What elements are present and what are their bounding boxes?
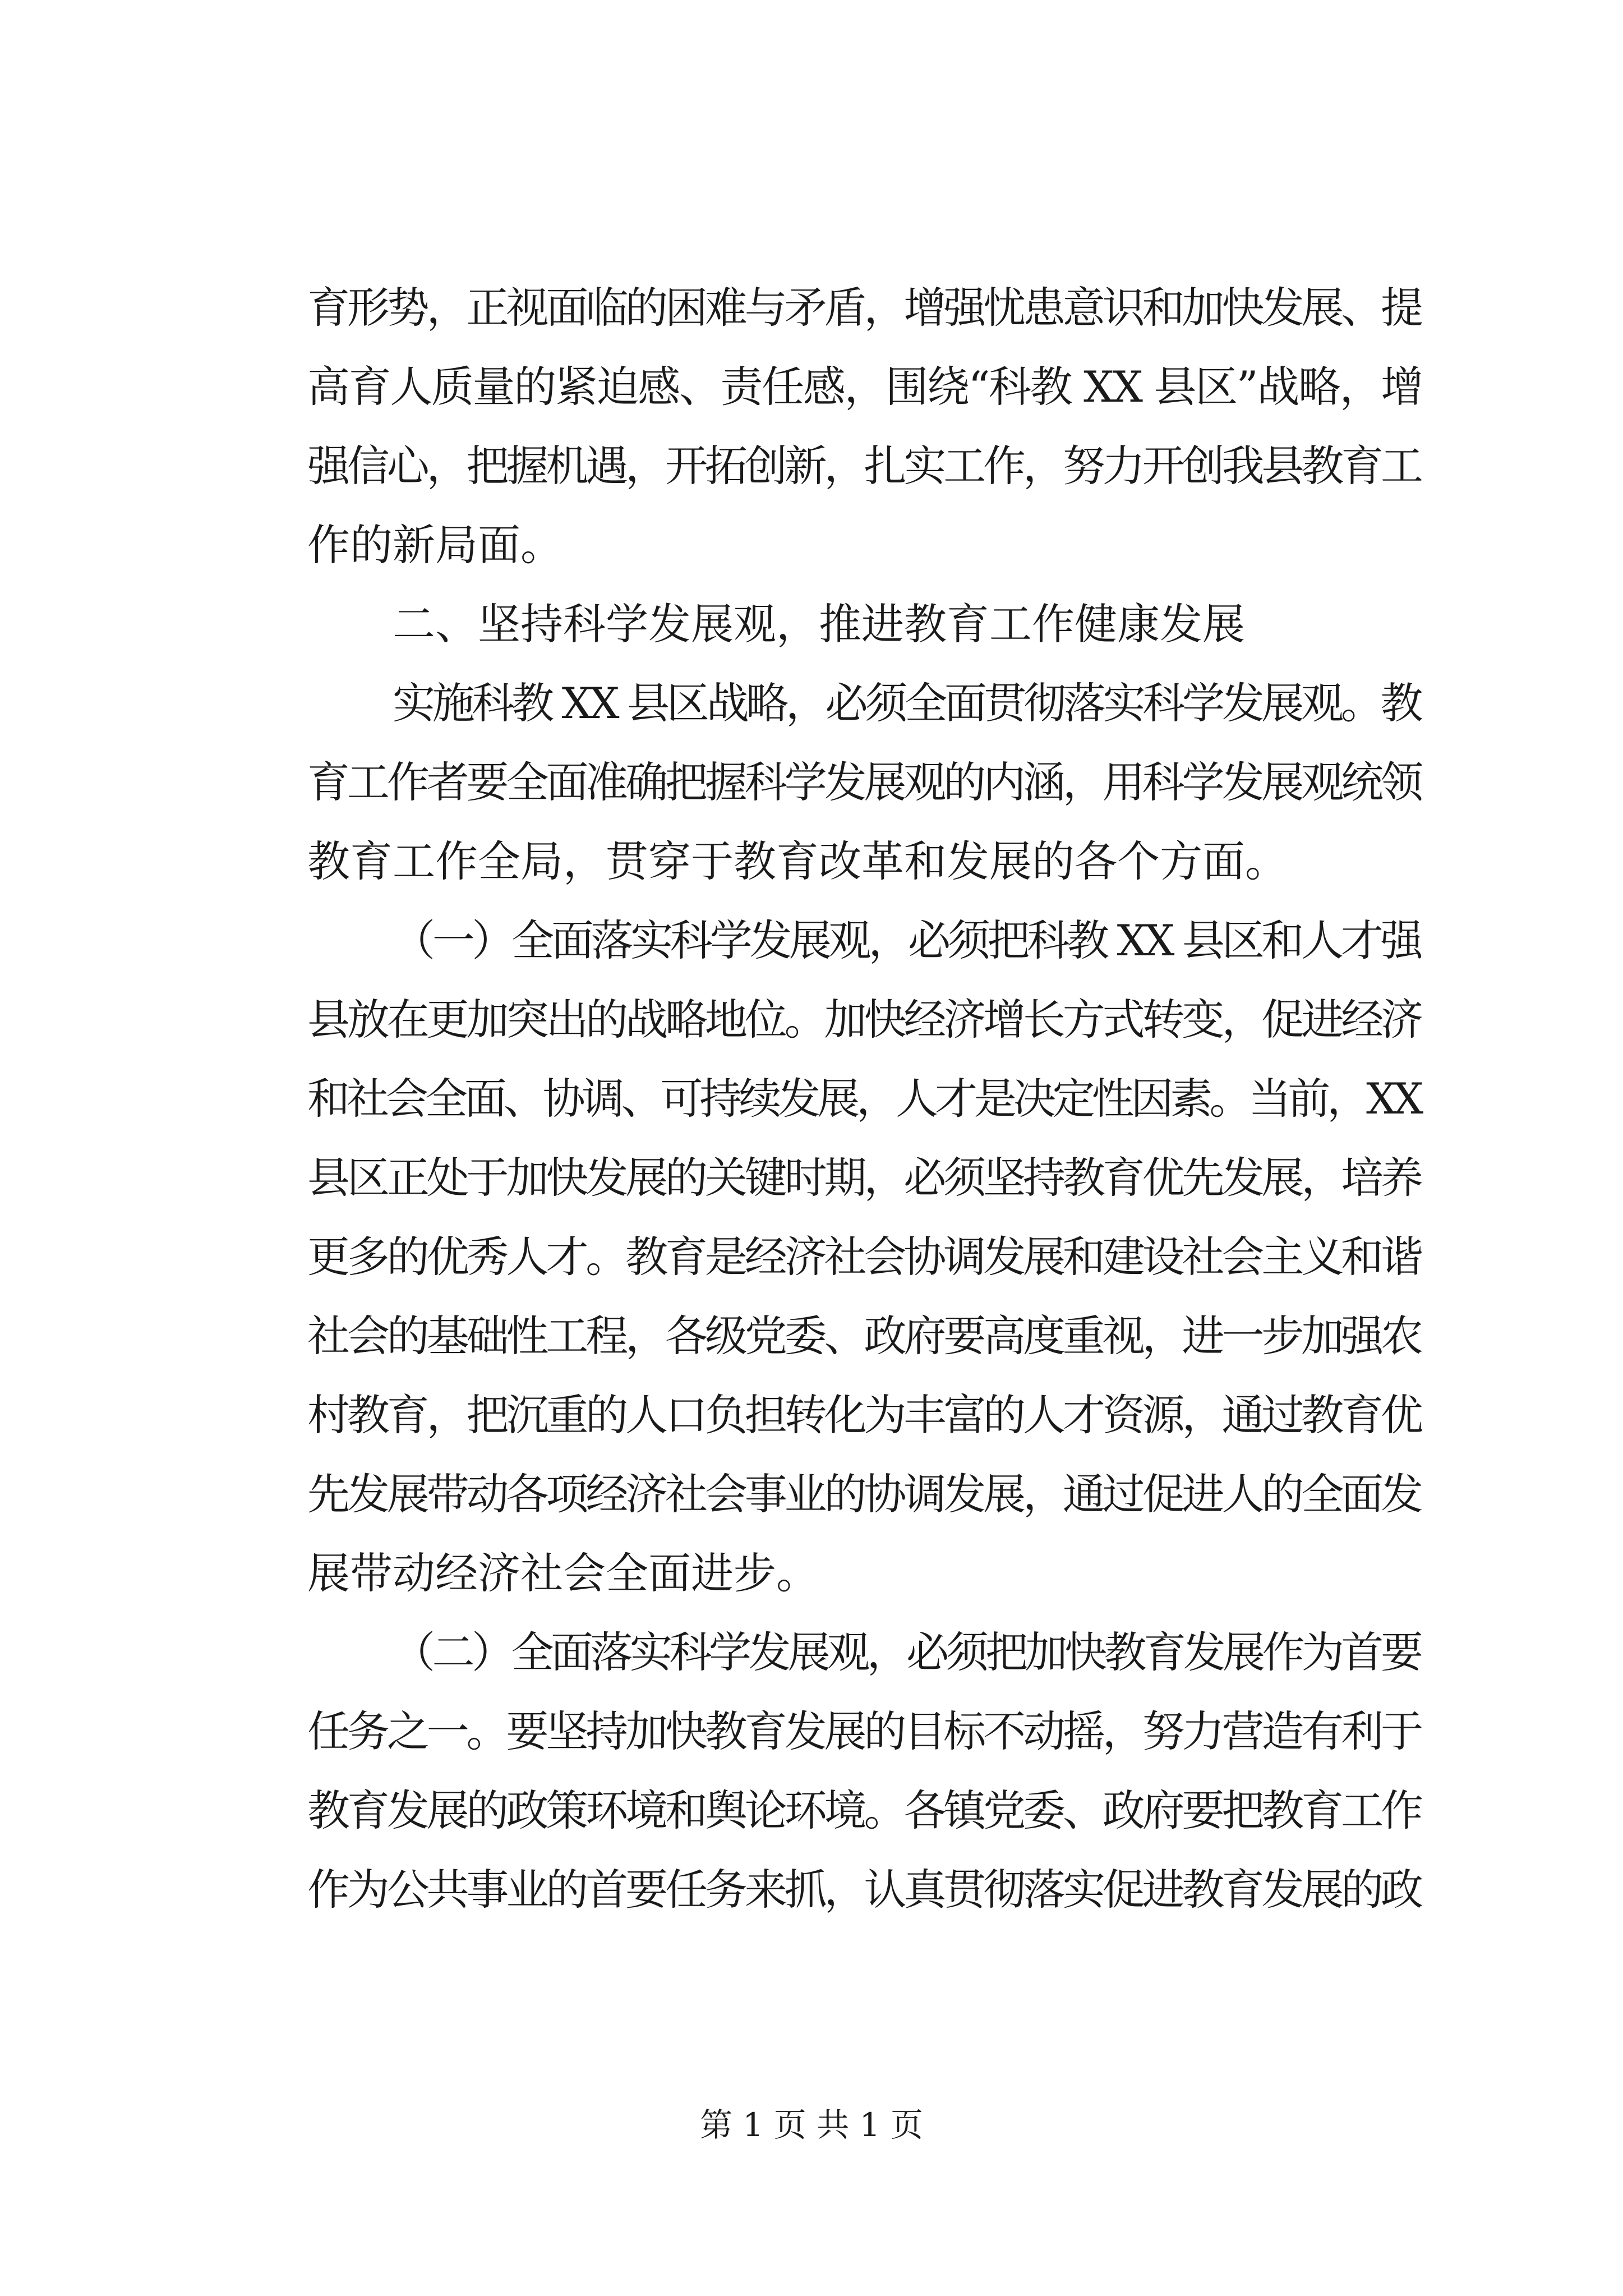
text-line: 实施科教 XX 县区战略，必须全面贯彻落实科学发展观。教 — [393, 678, 1421, 728]
text-line: （一）全面落实科学发展观，必须把科教 XX 县区和人才强 — [393, 915, 1421, 965]
text-line: 教育发展的政策环境和舆论环境。各镇党委、政府要把教育工作 — [307, 1786, 1421, 1835]
text-line: 先发展带动各项经济社会事业的协调发展，通过促进人的全面发 — [307, 1469, 1421, 1519]
section-heading: 二、坚持科学发展观，推进教育工作健康发展 — [393, 599, 1245, 649]
page-footer: 第 1 页 共 1 页 — [700, 2106, 923, 2144]
text-line: 强信心，把握机遇，开拓创新，扎实工作，努力开创我县教育工 — [307, 441, 1421, 491]
text-line: 社会的基础性工程，各级党委、政府要高度重视，进一步加强农 — [307, 1311, 1421, 1361]
text-line: （二）全面落实科学发展观，必须把加快教育发展作为首要 — [393, 1627, 1421, 1677]
text-line: 更多的优秀人才。教育是经济社会协调发展和建设社会主义和谐 — [307, 1232, 1421, 1282]
text-line: 展带动经济社会全面进步。 — [307, 1548, 819, 1598]
text-line: 高育人质量的紧迫感、责任感，围绕“科教 XX 县区”战略，增 — [307, 362, 1422, 412]
text-line: 作为公共事业的首要任务来抓，认真贯彻落实促进教育发展的政 — [307, 1865, 1421, 1915]
text-line: 教育工作全局，贯穿于教育改革和发展的各个方面。 — [307, 836, 1288, 886]
text-line: 育形势，正视面临的困难与矛盾，增强忧患意识和加快发展、提 — [307, 283, 1421, 333]
text-line: 村教育，把沉重的人口负担转化为丰富的人才资源，通过教育优 — [307, 1390, 1421, 1440]
text-line: 县区正处于加快发展的关键时期，必须坚持教育优先发展，培养 — [307, 1153, 1421, 1203]
text-line: 和社会全面、协调、可持续发展，人才是决定性因素。当前，XX — [307, 1074, 1421, 1124]
text-line: 育工作者要全面准确把握科学发展观的内涵，用科学发展观统领 — [307, 757, 1421, 807]
text-line: 作的新局面。 — [307, 520, 563, 570]
text-line: 任务之一。要坚持加快教育发展的目标不动摇，努力营造有利于 — [307, 1706, 1421, 1756]
text-line: 县放在更加突出的战略地位。加快经济增长方式转变，促进经济 — [307, 995, 1421, 1045]
